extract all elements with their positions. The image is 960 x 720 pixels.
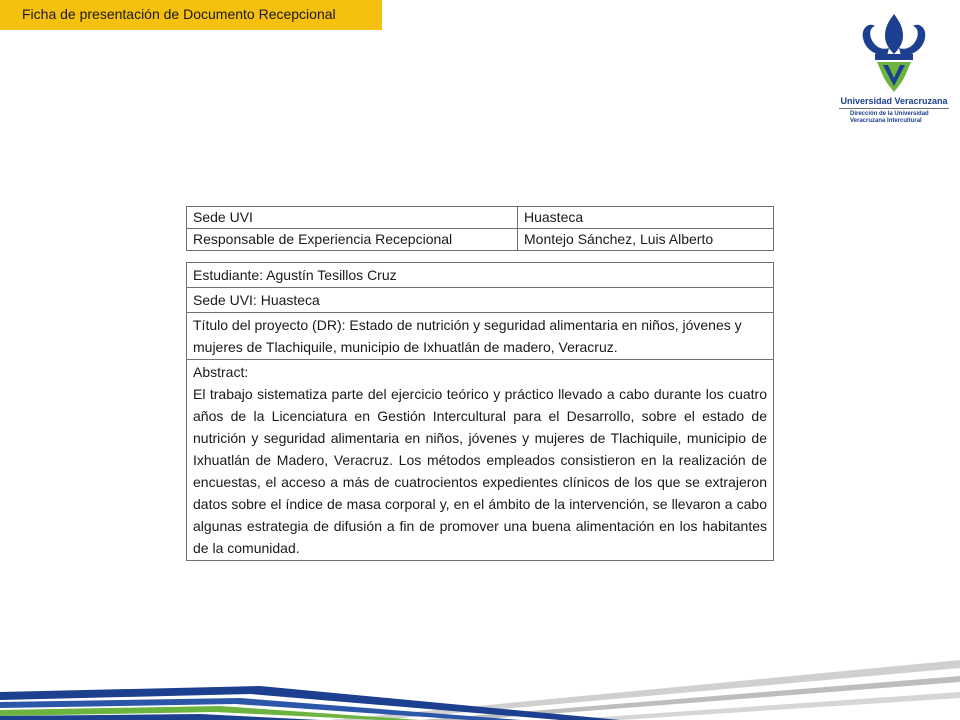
table-row [187,229,774,251]
fleur-de-lis-logo-icon [857,12,931,94]
sede-value-cell: Huasteca [518,207,774,229]
project-table [186,262,774,561]
table-row [187,360,774,561]
abstract-label: Abstract: [193,364,249,380]
abstract-cell [187,360,774,561]
abstract-text: El trabajo sistematiza parte del ejercicio teórico y práctico llevado a cabo durante los cuatro años de la Licenciatura en Gestión Intercultural para el Desarrollo, sobre el estado de nutrición y seguridad alimentaria en niños, jóvenes y mujeres de Tlachiquile, municipio de Ixhuatlán de Madero, Veracruz. Los métodos empleados consistieron en la realización de encuestas, el acceso a más de cuatrocientos expedientes clínicos de los que se extrajeron datos sobre el índice de masa corporal y, en el ámbito de la intervención, se llevaron a cabo algunas estrategia de difusión a fin de promover una buena alimentación en los habitantes de la comunidad. [193,386,767,556]
table-row [187,288,774,313]
responsable-label-cell: Responsable de Experiencia Recepcional [187,229,518,251]
info-table [186,206,774,251]
student-cell: Estudiante: Agustín Tesillos Cruz [187,263,774,288]
header-banner [0,0,382,30]
table-row [187,313,774,360]
sede-label-cell: Sede UVI [187,207,518,229]
responsable-value-cell: Montejo Sánchez, Luis Alberto [518,229,774,251]
logo-divider [839,108,949,109]
header-title: Ficha de presentación de Documento Recepcional [22,6,336,22]
project-title-cell: Título del proyecto (DR): Estado de nutrición y seguridad alimentaria en niños, jóvenes y mujeres de Tlachiquile, municipio de Ixhuatlán de madero, Veracruz. [187,313,774,360]
table-row [187,207,774,229]
university-logo [835,12,953,132]
logo-subtitle-line2: Veracruzana Intercultural [850,118,922,124]
sede-cell: Sede UVI: Huasteca [187,288,774,313]
logo-subtitle-line1: Dirección de la Universidad [850,111,929,117]
logo-university-name: Universidad Veracruzana [840,96,948,106]
table-row [187,263,774,288]
decorative-stripes [0,640,960,720]
